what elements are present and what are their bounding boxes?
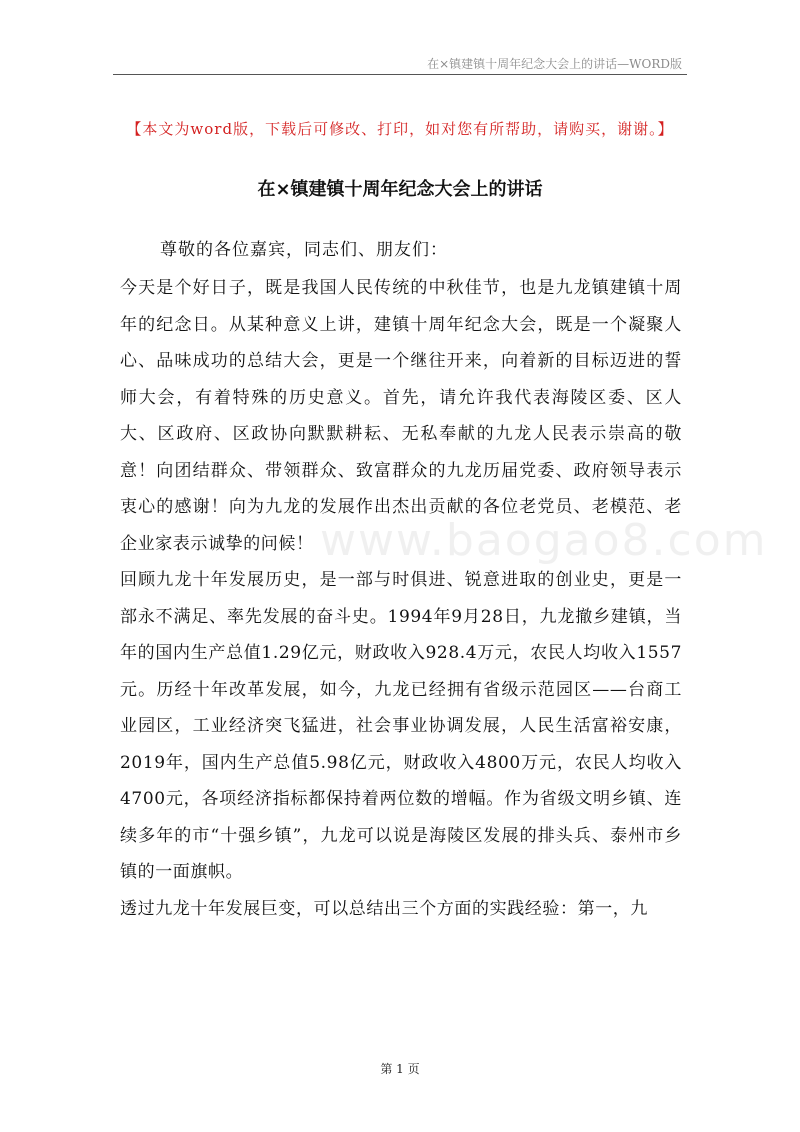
page-number: 第 1 页 xyxy=(380,1062,420,1076)
greeting-line: 尊敬的各位嘉宾，同志们、朋友们： xyxy=(160,240,448,260)
watermark: www.baogao8.com xyxy=(320,515,768,566)
download-notice: 【本文为word版，下载后可修改、打印，如对您有所帮助，请购买，谢谢。】 xyxy=(126,120,674,138)
paragraph-2: 回顾九龙十年发展历史，是一部与时俱进、锐意进取的创业史，更是一部永不满足、率先发展的奋斗史。1994年9月28日，九龙撤乡建镇，当年的国内生产总值1.29亿元，财政收入928.4万元，农民人均收入1557元。历经十年改革发展，如今，九龙已经拥有省级示范园区——台商工业园区，工业经济突飞猛进，社会事业协调发展，人民生活富裕安康，2019年，国内生产总值5.98亿元，财政收入4800万元，农民人均收入4700元，各项经济指标都保持着两位数的增幅。作为省级文明乡镇、连续多年的市“十强乡镇”，九龙可以说是海陵区发展的排头兵、泰州市乡镇的一面旗帜。 xyxy=(120,570,682,882)
paragraph-3: 透过九龙十年发展巨变，可以总结出三个方面的实践经验：第一，九 xyxy=(120,898,648,919)
document-title: 在×镇建镇十周年纪念大会上的讲话 xyxy=(257,179,543,200)
document-body xyxy=(120,270,682,927)
paragraph-1: 今天是个好日子，既是我国人民传统的中秋佳节，也是九龙镇建镇十周年的纪念日。从某种意义上讲，建镇十周年纪念大会，既是一个凝聚人心、品味成功的总结大会，更是一个继往开来，向着新的目标迈进的誓师大会，有着特殊的历史意义。首先，请允许我代表海陵区委、区人大、区政府、区政协向默默耕耘、无私奉献的九龙人民表示崇高的敬意！向团结群众、带领群众、致富群众的九龙历届党委、政府领导表示衷心的感谢！向为九龙的发展作出杰出贡献的各位老党员、老模范、老企业家表示诚挚的问候！ xyxy=(120,278,682,554)
running-header: 在×镇建镇十周年纪念大会上的讲话—WORD版 xyxy=(427,57,682,71)
header-divider xyxy=(113,74,687,75)
